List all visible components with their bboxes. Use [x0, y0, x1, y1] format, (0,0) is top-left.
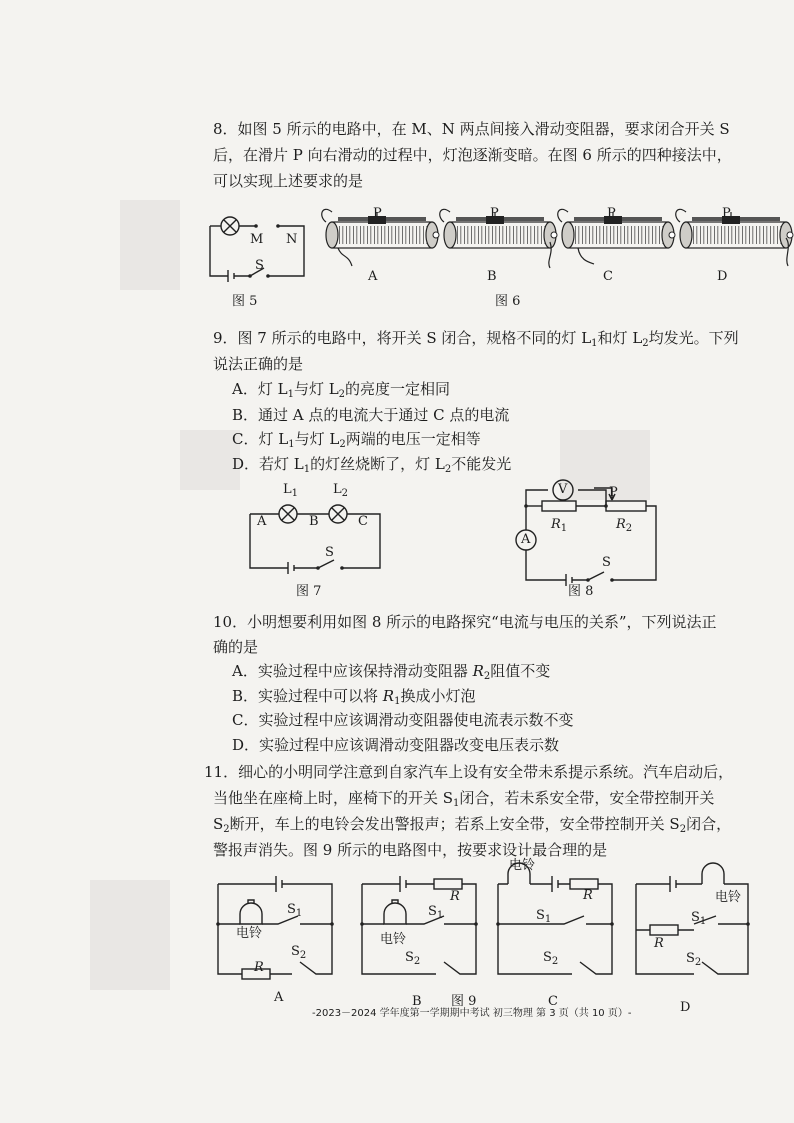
q11-line-3: $S_2$断开，车上的电铃会发出警报声；若系上安全带，安全带控制开关 $S_2$闭合， — [213, 815, 732, 835]
fig9-option-d: D — [680, 1000, 691, 1015]
q8-line-2: 后，在滑片 P 向右滑动的过程中，灯泡逐渐变暗。在图 6 所示的四种接法中， — [213, 146, 732, 164]
q9-line-2: 说法正确的是 — [213, 355, 304, 373]
q11-line-2: 当他坐在座椅上时，座椅下的开关 $S_1$闭合，若未系安全带，安全带控制开关 — [213, 789, 715, 809]
fig8-ammeter-a: A — [521, 532, 531, 547]
fig9-option-b: B — [412, 994, 422, 1009]
fig8-caption: 图 8 — [568, 584, 594, 599]
fig7-point-a: A — [257, 514, 267, 529]
figure-8-circuit — [516, 474, 666, 584]
bleed-through-mark — [120, 200, 180, 290]
bleed-through-mark — [180, 430, 240, 490]
fig5-label-s: S — [255, 258, 264, 273]
fig8-label-r1: $R_1$ — [551, 517, 568, 534]
q10-option-a: A．实验过程中应该保持滑动变阻器 $R_2$阻值不变 — [232, 662, 551, 682]
q9-option-d: D．若灯 $L_1$的灯丝烧断了，灯 $L_2$不能发光 — [232, 455, 512, 475]
fig7-point-b: B — [309, 514, 319, 529]
q9-option-b: B．通过 A 点的电流大于通过 C 点的电流 — [232, 406, 510, 424]
fig5-label-m: M — [250, 232, 264, 247]
fig6-option-d: D — [717, 269, 728, 284]
fig7-label-l1: $L_1$ — [283, 482, 299, 499]
fig8-label-p: P — [609, 485, 618, 500]
fig6-label-p-d: P — [722, 206, 731, 221]
q11-line-4: 警报声消失。图 9 所示的电路图中，按要求设计最合理的是 — [213, 841, 608, 859]
fig9d-s1-label: $S_1$ — [691, 910, 707, 927]
q9-line-1: 9．图 7 所示的电路中，将开关 S 闭合，规格不同的灯 $L_1$和灯 $L_2$均发光。下列 — [213, 329, 739, 349]
q9-option-a: A．灯 $L_1$与灯 $L_2$的亮度一定相同 — [232, 380, 451, 400]
q10-option-c: C．实验过程中应该调滑动变阻器使电流表示数不变 — [232, 711, 574, 729]
fig8-label-s: S — [602, 555, 611, 570]
fig7-label-s: S — [325, 545, 334, 560]
q8-line-1: 8．如图 5 所示的电路中，在 M、N 两点间接入滑动变阻器，要求闭合开关 S — [213, 120, 730, 138]
fig9d-bell-label: 电铃 — [715, 890, 742, 905]
fig9c-s2-label: $S_2$ — [543, 950, 559, 967]
fig6-label-p-b: P — [490, 206, 499, 221]
q10-option-b: B．实验过程中可以将 $R_1$换成小灯泡 — [232, 687, 476, 707]
fig9d-s2-label: $S_2$ — [686, 951, 702, 968]
fig9b-r-label: R — [450, 889, 460, 904]
fig6-label-p-c: P — [607, 206, 616, 221]
fig9a-s2-label: $S_2$ — [291, 944, 307, 961]
fig9-caption: 图 9 — [451, 994, 477, 1009]
fig6-caption: 图 6 — [495, 294, 521, 309]
fig7-label-l2: $L_2$ — [333, 482, 349, 499]
fig9b-bell-label: 电铃 — [380, 932, 407, 947]
fig9a-r-label: R — [254, 960, 264, 975]
q8-line-3: 可以实现上述要求的是 — [213, 172, 364, 190]
q10-option-d: D．实验过程中应该调滑动变阻器改变电压表示数 — [232, 736, 560, 754]
q10-line-2: 确的是 — [213, 638, 259, 656]
bleed-through-mark — [90, 880, 170, 990]
fig9b-s2-label: $S_2$ — [405, 950, 421, 967]
page-footer: -2023－2024 学年度第一学期期中考试 初三物理 第 3 页（共 10 页）- — [312, 1008, 632, 1019]
q9-option-c: C．灯 $L_1$与灯 $L_2$两端的电压一定相等 — [232, 430, 481, 450]
fig9c-r-label: R — [583, 888, 593, 903]
figure-6-rheostats — [318, 202, 778, 282]
fig9c-bell-label: 电铃 — [509, 858, 536, 873]
fig7-point-c: C — [358, 514, 368, 529]
fig6-option-c: C — [603, 269, 613, 284]
fig8-label-r2: $R_2$ — [616, 517, 633, 534]
fig5-label-n: N — [286, 232, 298, 247]
fig7-caption: 图 7 — [296, 584, 322, 599]
fig8-voltmeter-v: V — [558, 482, 568, 497]
figure-9-circuits — [218, 870, 758, 980]
fig6-label-p-a: P — [373, 206, 382, 221]
fig5-caption: 图 5 — [232, 294, 258, 309]
fig9-option-c: C — [548, 994, 558, 1009]
fig6-option-a: A — [368, 269, 378, 284]
fig9d-r-label: R — [654, 936, 664, 951]
q11-line-1: 11．细心的小明同学注意到自家汽车上设有安全带未系提示系统。汽车启动后， — [204, 763, 734, 781]
fig9c-s1-label: $S_1$ — [536, 908, 552, 925]
q10-line-1: 10．小明想要利用如图 8 所示的电路探究“电流与电压的关系”，下列说法正 — [213, 613, 717, 631]
fig6-option-b: B — [487, 269, 497, 284]
fig9a-s1-label: $S_1$ — [287, 902, 303, 919]
fig9-option-a: A — [274, 990, 284, 1005]
fig9a-bell-label: 电铃 — [236, 926, 263, 941]
fig9b-s1-label: $S_1$ — [428, 904, 444, 921]
